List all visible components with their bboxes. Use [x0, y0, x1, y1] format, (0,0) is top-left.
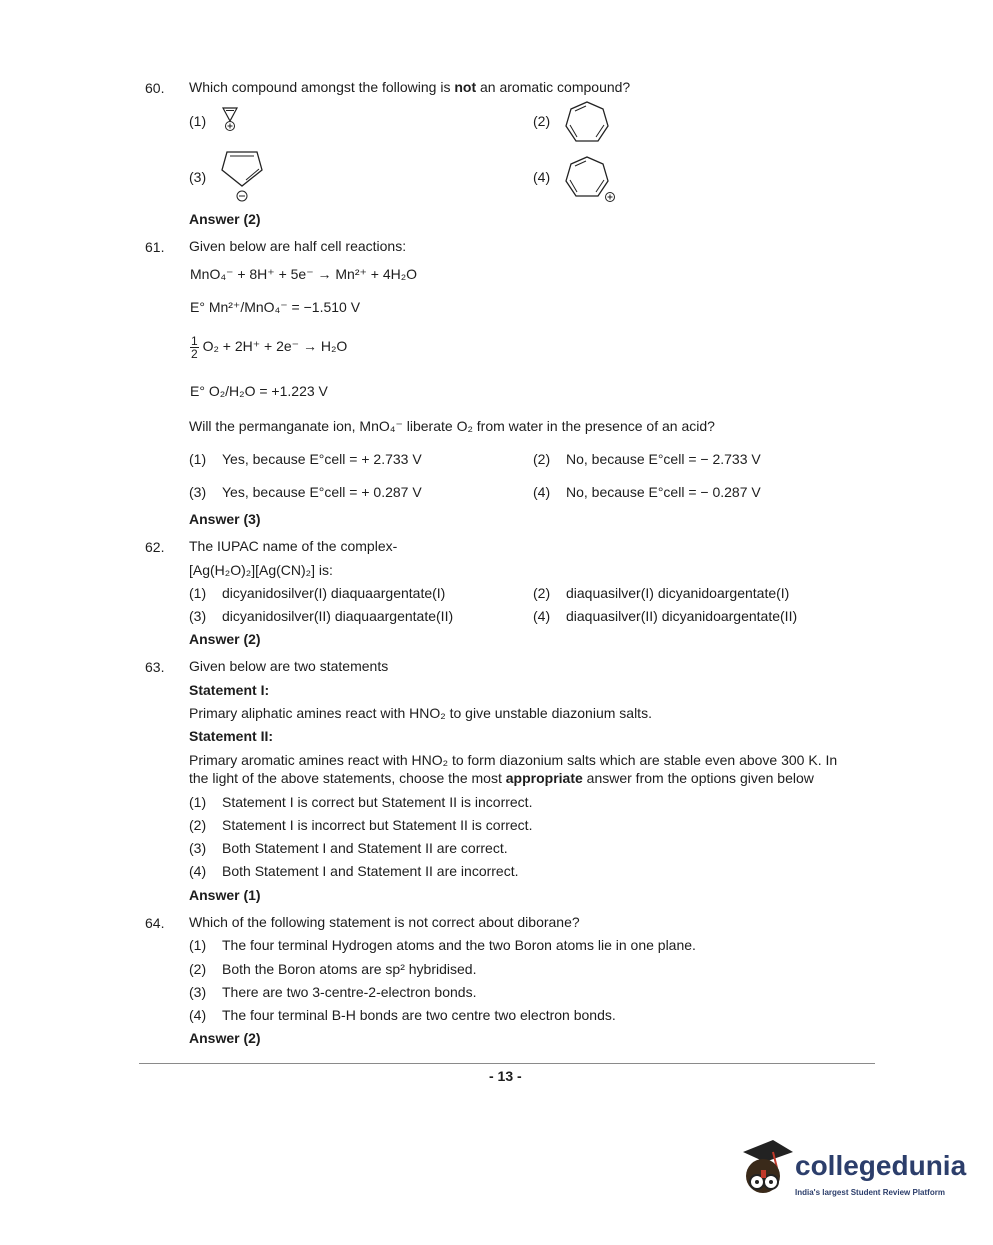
option-number: (1): [189, 113, 207, 129]
option-number: (3): [189, 169, 207, 185]
question-text: Given below are half cell reactions:: [189, 238, 407, 254]
option: (2) No, because E°cell = − 2.733 V: [533, 451, 761, 467]
answer: Answer (2): [189, 1030, 261, 1046]
option-number: (2): [533, 113, 551, 129]
equation-oxygen: $\frac{1}{2}$ O₂ + 2H⁺ + 2e⁻ → H₂O: [191, 334, 348, 361]
option: (4) diaquasilver(II) dicyanidoargentate(II): [533, 608, 798, 624]
option-number: (4): [533, 169, 551, 185]
question-number: 64.: [145, 915, 165, 931]
footer-divider: [139, 1063, 875, 1064]
question-text: Will the permanganate ion, MnO₄⁻ liberate O₂ from water in the presence of an acid?: [189, 418, 715, 434]
answer: Answer (3): [189, 511, 261, 527]
question-text: Which of the following statement is not correct about diborane?: [189, 914, 580, 930]
option: (1) Yes, because E°cell = + 2.733 V: [189, 451, 422, 467]
cycloheptatriene-structure: [563, 99, 611, 147]
option: (3) dicyanidosilver(II) diaquaargentate(II): [189, 608, 454, 624]
answer: Answer (2): [189, 211, 261, 227]
option: (4) Both Statement I and Statement II are incorrect.: [189, 863, 519, 879]
fraction-half: $\frac{1}{2}$: [191, 334, 198, 361]
statement-text: Primary aliphatic amines react with HNO₂ to give unstable diazonium salts.: [189, 705, 652, 721]
page-number: - 13 -: [489, 1068, 522, 1084]
cyclopropenyl-cation-structure: [220, 104, 240, 134]
option: (2) Statement I is incorrect but Statement II is correct.: [189, 817, 533, 833]
statement-text: the light of the above statements, choose the most appropriate answer from the options given below: [189, 770, 814, 786]
statement-heading: Statement I:: [189, 682, 270, 698]
statement-heading: Statement II:: [189, 728, 274, 744]
option: (1) Statement I is correct but Statement II is incorrect.: [189, 794, 533, 810]
option: (3) Both Statement I and Statement II are correct.: [189, 840, 508, 856]
electrode-potential-oxygen: E° O₂/H₂O = +1.223 V: [190, 383, 328, 399]
answer: Answer (2): [189, 631, 261, 647]
statement-text: Primary aromatic amines react with HNO₂ to form diazonium salts which are stable even above 300 K. In: [189, 752, 838, 768]
equation-permanganate: MnO₄⁻ + 8H⁺ + 5e⁻ → Mn²⁺ + 4H₂O: [190, 266, 418, 282]
option: (3) Yes, because E°cell = + 0.287 V: [189, 484, 422, 500]
option: (4) No, because E°cell = − 0.287 V: [533, 484, 761, 500]
question-number: 62.: [145, 539, 165, 555]
question-text: The IUPAC name of the complex-: [189, 538, 398, 554]
option: (1) dicyanidosilver(I) diaquaargentate(I): [189, 585, 446, 601]
option: (3) There are two 3-centre-2-electron bonds.: [189, 984, 477, 1000]
option: (1) The four terminal Hydrogen atoms and the two Boron atoms lie in one plane.: [189, 937, 696, 953]
electrode-potential-permanganate: E° Mn²⁺/MnO₄⁻ = −1.510 V: [190, 299, 361, 315]
question-number: 61.: [145, 239, 165, 255]
brand-name: collegedunia: [795, 1150, 967, 1181]
question-number: 60.: [145, 80, 165, 96]
option: (2) diaquasilver(I) dicyanidoargentate(I): [533, 585, 790, 601]
tropylium-cation-structure: [563, 154, 619, 204]
brand-tagline: India's largest Student Review Platform: [795, 1188, 945, 1197]
option: (4) The four terminal B-H bonds are two centre two electron bonds.: [189, 1007, 616, 1023]
question-text: Given below are two statements: [189, 658, 389, 674]
question-text: Which compound amongst the following is not an aromatic compound?: [189, 79, 631, 95]
answer: Answer (1): [189, 887, 261, 903]
complex-formula: [Ag(H₂O)₂][Ag(CN)₂] is:: [189, 562, 333, 578]
option: (2) Both the Boron atoms are sp² hybridised.: [189, 961, 477, 977]
question-number: 63.: [145, 659, 165, 675]
cyclopentadienyl-anion-structure: [219, 148, 265, 204]
